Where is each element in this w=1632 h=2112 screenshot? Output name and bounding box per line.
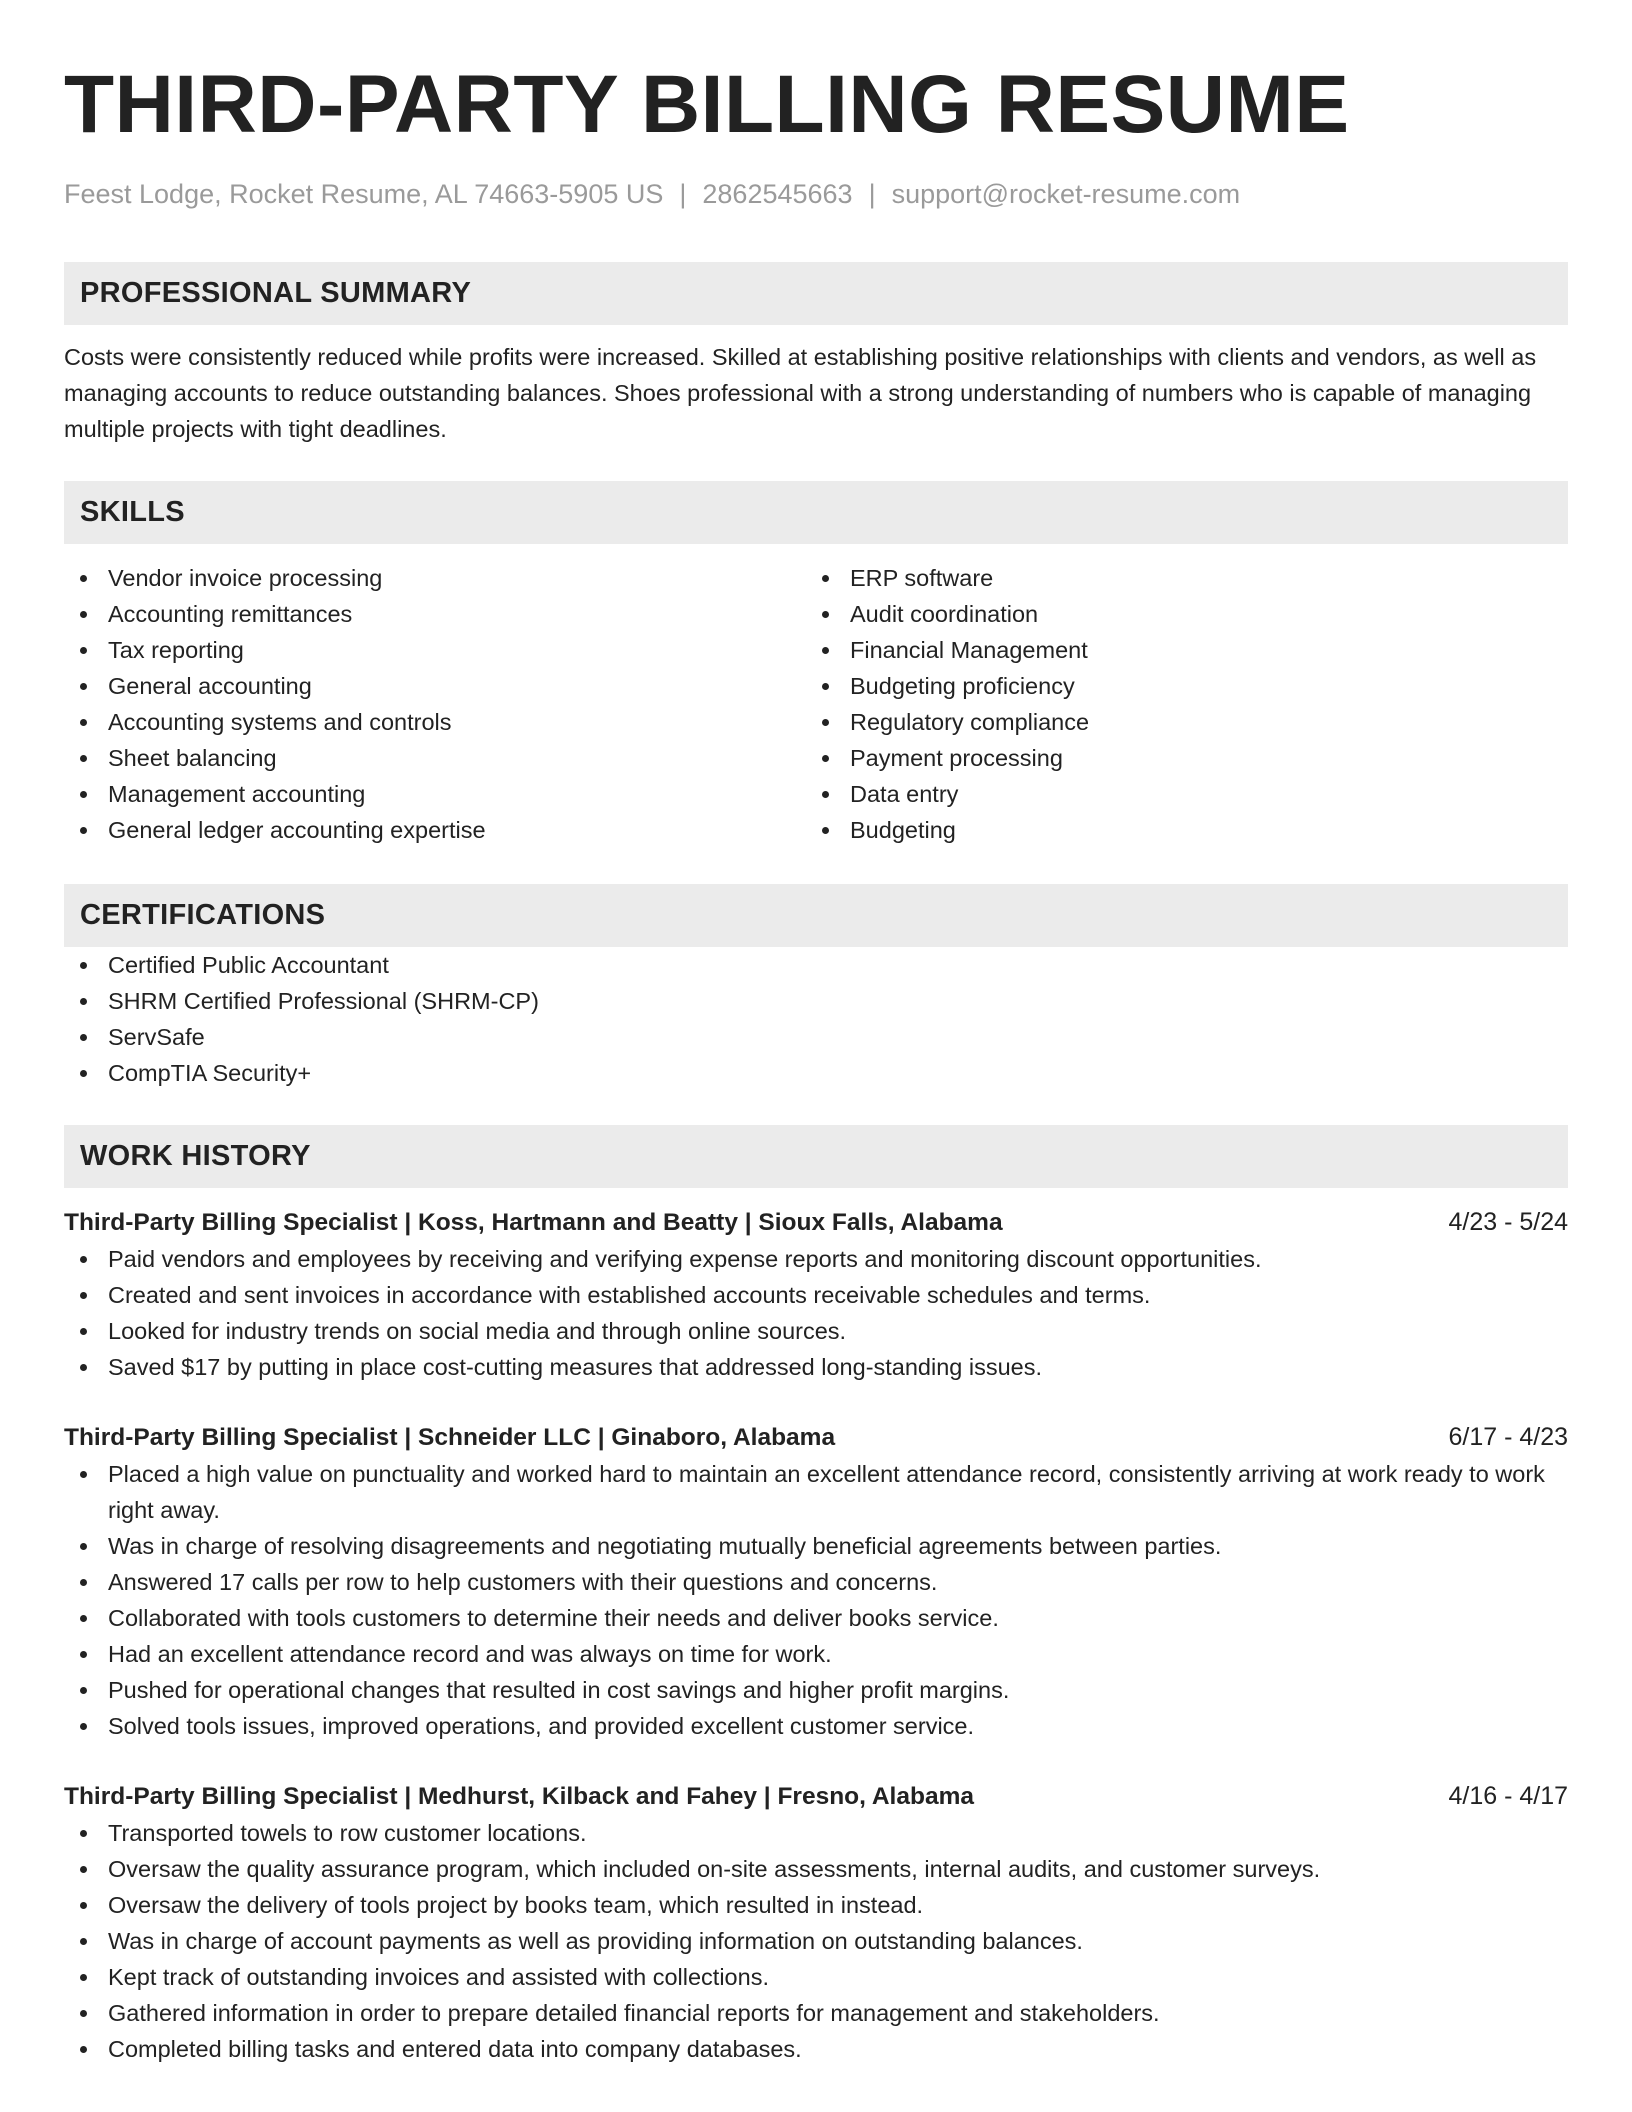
skill-item: General ledger accounting expertise (64, 812, 806, 848)
job-bullet: Pushed for operational changes that resulted in cost savings and higher profit margins. (64, 1672, 1568, 1708)
job-title: Third-Party Billing Specialist | Medhurst, Kilback and Fahey | Fresno, Alabama (64, 1783, 974, 1811)
skill-item: General accounting (64, 668, 806, 704)
job-bullets (64, 1815, 1568, 2067)
skill-item: Sheet balancing (64, 740, 806, 776)
job-bullet: Gathered information in order to prepare detailed financial reports for management and stakeholders. (64, 1995, 1568, 2031)
job-bullet: Transported towels to row customer locations. (64, 1815, 1568, 1851)
contact-email: support@rocket-resume.com (891, 179, 1241, 209)
certification-item: CompTIA Security+ (64, 1055, 1568, 1091)
job-bullet: Oversaw the quality assurance program, which included on-site assessments, internal audits, and customer surveys. (64, 1851, 1568, 1887)
certification-item: ServSafe (64, 1019, 1568, 1055)
skill-item: Financial Management (806, 632, 1548, 668)
job-entry (64, 1419, 1568, 1744)
contact-address: Feest Lodge, Rocket Resume, AL 74663-5905 US (64, 179, 664, 209)
skill-item: Tax reporting (64, 632, 806, 668)
job-title: Third-Party Billing Specialist | Koss, Hartmann and Beatty | Sioux Falls, Alabama (64, 1209, 1003, 1237)
skills-heading: SKILLS (64, 481, 1568, 544)
job-bullet: Looked for industry trends on social media and through online sources. (64, 1313, 1568, 1349)
job-entry (64, 1778, 1568, 2067)
certification-item: SHRM Certified Professional (SHRM-CP) (64, 983, 1568, 1019)
skills-left-column (64, 560, 806, 848)
job-bullets (64, 1456, 1568, 1744)
skill-item: Payment processing (806, 740, 1548, 776)
work-history-heading: WORK HISTORY (64, 1125, 1568, 1188)
job-bullets (64, 1241, 1568, 1385)
skill-item: Audit coordination (806, 596, 1548, 632)
job-bullet: Created and sent invoices in accordance with established accounts receivable schedules and terms. (64, 1277, 1568, 1313)
skill-item: Vendor invoice processing (64, 560, 806, 596)
skills-right-column (806, 560, 1548, 848)
summary-text: Costs were consistently reduced while profits were increased. Skilled at establishing positive relationships with clients and vendors, as well as managing accounts to reduce outstanding balances. Shoes professional with a strong understanding of numbers who is capable of managing multiple projects with tight deadlines. (64, 344, 1537, 443)
job-dates: 4/23 - 5/24 (1448, 1208, 1568, 1237)
job-bullet: Oversaw the delivery of tools project by books team, which resulted in instead. (64, 1887, 1568, 1923)
skill-item: Accounting systems and controls (64, 704, 806, 740)
contact-phone: 2862545663 (702, 179, 853, 209)
job-bullet: Solved tools issues, improved operations, and provided excellent customer service. (64, 1708, 1568, 1744)
skill-item: Management accounting (64, 776, 806, 812)
job-bullet: Answered 17 calls per row to help customers with their questions and concerns. (64, 1564, 1568, 1600)
job-dates: 6/17 - 4/23 (1448, 1423, 1568, 1452)
job-entry (64, 1204, 1568, 1385)
skill-item: Budgeting (806, 812, 1548, 848)
skill-item: Regulatory compliance (806, 704, 1548, 740)
job-dates: 4/16 - 4/17 (1448, 1782, 1568, 1811)
job-header (64, 1204, 1568, 1241)
job-bullet: Saved $17 by putting in place cost-cutting measures that addressed long-standing issues. (64, 1349, 1568, 1385)
skill-item: ERP software (806, 560, 1548, 596)
job-bullet: Kept track of outstanding invoices and assisted with collections. (64, 1959, 1568, 1995)
job-bullet: Collaborated with tools customers to determine their needs and deliver books service. (64, 1600, 1568, 1636)
contact-separator: | (679, 179, 687, 209)
job-header (64, 1778, 1568, 1815)
summary-heading: PROFESSIONAL SUMMARY (64, 262, 1568, 325)
contact-separator: | (868, 179, 876, 209)
job-bullet: Was in charge of resolving disagreements and negotiating mutually beneficial agreements between parties. (64, 1528, 1568, 1564)
certifications-list (64, 947, 1568, 1091)
job-header (64, 1419, 1568, 1456)
skills-grid (64, 560, 1568, 848)
resume-title: THIRD-PARTY BILLING RESUME (64, 59, 1350, 150)
job-bullet: Placed a high value on punctuality and worked hard to maintain an excellent attendance record, consistently arriving at work ready to work right away. (64, 1456, 1568, 1528)
skill-item: Budgeting proficiency (806, 668, 1548, 704)
certifications-heading: CERTIFICATIONS (64, 884, 1568, 947)
job-bullet: Completed billing tasks and entered data into company databases. (64, 2031, 1568, 2067)
contact-line (64, 178, 1568, 210)
job-bullet: Was in charge of account payments as well as providing information on outstanding balances. (64, 1923, 1568, 1959)
job-title: Third-Party Billing Specialist | Schneider LLC | Ginaboro, Alabama (64, 1424, 836, 1452)
skill-item: Accounting remittances (64, 596, 806, 632)
certification-item: Certified Public Accountant (64, 947, 1568, 983)
skill-item: Data entry (806, 776, 1548, 812)
job-bullet: Had an excellent attendance record and was always on time for work. (64, 1636, 1568, 1672)
job-bullet: Paid vendors and employees by receiving and verifying expense reports and monitoring discount opportunities. (64, 1241, 1568, 1277)
